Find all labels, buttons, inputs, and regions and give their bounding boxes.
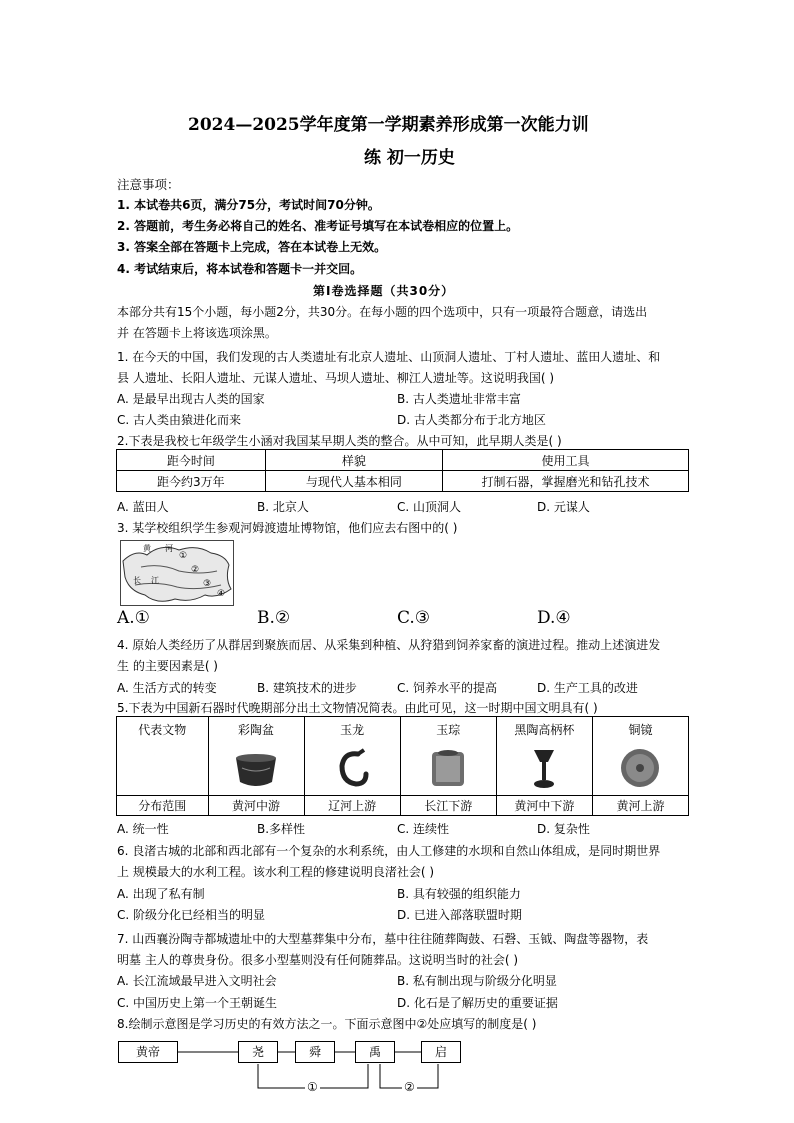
map-marker-4: ④	[217, 589, 226, 599]
artifact-region: 黄河中下游	[496, 796, 592, 816]
q1-stem: 1. 在今天的中国，我们发现的古人类遗址有北京人遗址、山顶洞人遗址、丁村人遗址、蓝田人遗址、和	[117, 350, 661, 364]
succession-diagram	[118, 1038, 463, 1100]
note-item: 4. 考试结束后，将本试卷和答题卡一并交回。	[117, 262, 363, 276]
map-marker-3: ③	[203, 579, 212, 589]
q2-table-header: 距今时间	[117, 450, 266, 471]
q6-option-d: D. 已进入部落联盟时期	[397, 908, 522, 922]
diagram-blank-2: ②	[404, 1080, 415, 1094]
q7-option-b: B. 私有制出现与阶级分化明显	[397, 974, 557, 988]
q5-option-a: A. 统一性	[117, 822, 169, 836]
artifact-cell	[496, 717, 592, 796]
q6-option-a: A. 出现了私有制	[117, 887, 205, 901]
q2-table-cell: 与现代人基本相同	[265, 471, 442, 492]
q1-option-a: A. 是最早出现古人类的国家	[117, 392, 265, 406]
q2-table-cell: 距今约3万年	[117, 471, 266, 492]
artifact-cell	[400, 717, 496, 796]
note-item: 3. 答案全部在答题卡上完成，答在本试卷上无效。	[117, 240, 387, 254]
map-label-he: 河	[165, 544, 173, 553]
q4-stem: 生 的主要因素是( )	[117, 659, 218, 673]
artifact-name: 玉琮	[436, 723, 461, 737]
q3-option-b: B.②	[257, 608, 291, 628]
q4-option-d: D. 生产工具的改进	[537, 681, 638, 695]
note-item: 2. 答题前，考生务必将自己的姓名、准考证号填写在本试卷相应的位置上。	[117, 219, 519, 233]
map-label-huang: 黄	[143, 544, 151, 553]
black-pottery-stem-cup-icon	[520, 744, 568, 792]
artifact-name: 彩陶盆	[238, 723, 275, 737]
q3-option-c: C.③	[397, 608, 431, 628]
q2-stem: 2.下表是我校七年级学生小涵对我国某早期人类的整合。从中可知，此早期人类是( )	[117, 434, 562, 448]
artifact-name: 黑陶高柄杯	[514, 723, 575, 737]
q4-stem: 4. 原始人类经历了从群居到聚族而居、从采集到种植、从狩猎到饲养家畜的演进过程。推动上述演进发	[117, 638, 661, 652]
map-marker-2: ②	[191, 565, 200, 575]
artifact-region: 黄河上游	[592, 796, 688, 816]
diagram-node-huangdi: 黄帝	[118, 1041, 178, 1063]
q4-option-c: C. 饲养水平的提高	[397, 681, 498, 695]
diagram-blank-1: ①	[307, 1080, 318, 1094]
artifact-name: 玉龙	[340, 723, 365, 737]
exam-title-line2: 练 初一历史	[364, 148, 455, 168]
map-label-jiang: 江	[151, 576, 159, 585]
map-marker-1: ①	[179, 551, 188, 561]
q1-option-d: D. 古人类都分布于北方地区	[397, 413, 546, 427]
diagram-node-shun: 舜	[295, 1041, 335, 1063]
q1-stem: 县 人遗址、长阳人遗址、元谋人遗址、马坝人遗址、柳江人遗址等。这说明我国( )	[117, 371, 554, 385]
artifact-cell	[208, 717, 304, 796]
q6-option-b: B. 具有较强的组织能力	[397, 887, 521, 901]
q4-option-a: A. 生活方式的转变	[117, 681, 217, 695]
artifact-region: 辽河上游	[304, 796, 400, 816]
artifact-region: 长江下游	[400, 796, 496, 816]
q2-option-c: C. 山顶洞人	[397, 500, 462, 514]
notes-heading: 注意事项：	[117, 177, 180, 192]
exam-title-line1: 2024—2025学年度第一学期素养形成第一次能力训	[188, 115, 589, 135]
map-label-chang: 长	[133, 576, 141, 585]
q3-map	[120, 540, 234, 606]
q2-table-cell: 打制石器，掌握磨光和钻孔技术	[443, 471, 689, 492]
q3-option-d: D.④	[537, 608, 571, 628]
q7-option-d: D. 化石是了解历史的重要证据	[397, 996, 558, 1010]
q5-option-d: D. 复杂性	[537, 822, 590, 836]
section-heading: 第I卷选择题（共30分）	[313, 284, 455, 298]
diagram-node-yu: 禹	[355, 1041, 395, 1063]
q7-option-a: A. 长江流域最早进入文明社会	[117, 974, 277, 988]
q5-stem: 5.下表为中国新石器时代晚期部分出土文物情况简表。由此可见，这一时期中国文明具有( )	[117, 701, 598, 715]
q2-option-d: D. 元谋人	[537, 500, 590, 514]
q5-row-label: 分布范围	[117, 796, 209, 816]
q3-option-a: A.①	[117, 608, 150, 628]
q2-table-header: 样貌	[265, 450, 442, 471]
artifact-name: 铜镜	[628, 723, 653, 737]
q2-option-a: A. 蓝田人	[117, 500, 169, 514]
q6-option-c: C. 阶级分化已经相当的明显	[117, 908, 266, 922]
q7-stem: 明墓 主人的尊贵身份。很多小型墓则没有任何随葬品。这说明当时的社会( )	[117, 953, 518, 967]
q7-stem: 7. 山西襄汾陶寺都城遗址中的大型墓葬集中分布，墓中往往随葬陶鼓、石磬、玉钺、陶盘等器物，表	[117, 932, 649, 946]
q6-stem: 上 规模最大的水利工程。该水利工程的修建说明良渚社会( )	[117, 865, 434, 879]
q6-stem: 6. 良渚古城的北部和西北部有一个复杂的水利系统，由人工修建的水坝和自然山体组成，是同时期世界	[117, 844, 661, 858]
diagram-node-yao: 尧	[238, 1041, 278, 1063]
artifact-cell	[592, 717, 688, 796]
q5-option-c: C. 连续性	[397, 822, 450, 836]
q4-option-b: B. 建筑技术的进步	[257, 681, 357, 695]
q1-option-b: B. 古人类遗址非常丰富	[397, 392, 521, 406]
bronze-mirror-icon	[616, 744, 664, 792]
q7-option-c: C. 中国历史上第一个王朝诞生	[117, 996, 278, 1010]
q2-option-b: B. 北京人	[257, 500, 309, 514]
q5-row-label: 代表文物	[117, 717, 209, 796]
q2-table	[116, 449, 689, 492]
q8-stem: 8.绘制示意图是学习历史的有效方法之一。下面示意图中②处应填写的制度是( )	[117, 1017, 537, 1031]
q5-table	[116, 716, 689, 816]
section-intro-line: 并 在答题卡上将该选项涂黑。	[117, 326, 277, 340]
painted-pottery-basin-icon	[232, 744, 280, 792]
jade-cong-icon	[424, 744, 472, 792]
q3-stem: 3. 某学校组织学生参观河姆渡遗址博物馆，他们应去右图中的( )	[117, 521, 458, 535]
q2-table-header: 使用工具	[443, 450, 689, 471]
artifact-cell	[304, 717, 400, 796]
section-intro-line: 本部分共有15个小题，每小题2分，共30分。在每小题的四个选项中，只有一项最符合题意，请选出	[117, 305, 648, 319]
jade-dragon-icon	[328, 744, 376, 792]
q5-option-b: B.多样性	[257, 822, 306, 836]
q1-option-c: C. 古人类由猿进化而来	[117, 413, 242, 427]
artifact-region: 黄河中游	[208, 796, 304, 816]
diagram-node-qi: 启	[421, 1041, 461, 1063]
note-item: 1. 本试卷共6页，满分75分，考试时间70分钟。	[117, 198, 380, 212]
